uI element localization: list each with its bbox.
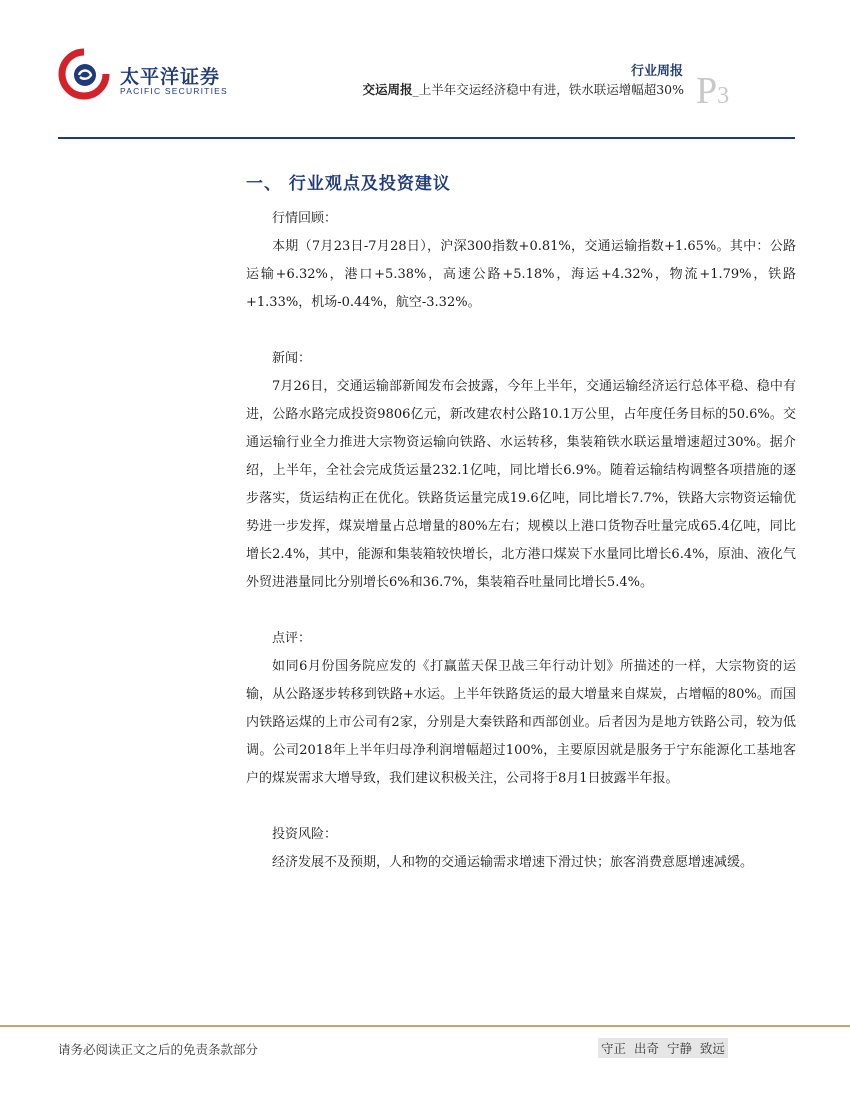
report-title-bold: 交运周报 [362,82,413,97]
spacer [246,597,796,625]
risk-label: 投资风险： [272,827,338,842]
footer-disclaimer: 请务必阅读正文之后的免责条款部分 [58,1042,259,1057]
footer-motto: 守正 出奇 宁静 致远 [598,1038,728,1058]
spacer [246,793,796,821]
logo-emblem-icon [58,48,114,104]
risk-text: 经济发展不及预期，人和物的交通运输需求增速下滑过快；旅客消费意愿增速减缓。 [272,855,754,870]
page-letter: P [696,70,718,112]
market-review-text: 本期（7月23日-7月28日），沪深300指数+0.81%，交通运输指数+1.65%。其中：公路运输+6.32%，港口+5.38%，高速公路+5.18%，海运+4.32%，物流+1.79%，铁路+1.33%，机场-0.44%，航空-3.32%。 [246,239,796,310]
header-divider [58,137,795,139]
company-logo [58,48,258,100]
report-kind: 行业周报 [630,64,683,79]
page-digit: 3 [717,83,730,109]
report-title-rest: _上半年交运经济稳中有进，铁水联运增幅超30% [412,82,684,97]
news-label: 新闻： [272,351,312,366]
report-body [246,205,796,877]
logo-english-name: PACIFIC SECURITIES [120,86,228,96]
news-text: 7月26日，交通运输部新闻发布会披露，今年上半年，交通运输经济运行总体平稳、稳中有进，公路水路完成投资9806亿元，新改建农村公路10.1万公里，占年度任务目标的50.6%。交通运输行业全力推进大宗物资运输向铁路、水运转移，集装箱铁水联运量增速超过30%。据介绍，上半年，全社会完成货运量232.1亿吨，同比增长6.9%。随着运输结构调整各项措施的逐步落实，货运结构正在优化。铁路货运量完成19.6亿吨，同比增长7.7%，铁路大宗物资运输优势进一步发挥，煤炭增量占总增量的80%左右；规模以上港口货物吞吐量完成65.4亿吨，同比增长2.4%，其中，能源和集装箱较快增长，北方港口煤炭下水量同比增长6.4%，原油、液化气外贸进港量同比分别增长6%和36.7%，集装箱吞吐量同比增长5.4%。 [246,379,796,590]
footer-divider [0,1025,850,1027]
logo-chinese-name: 太平洋证券 [120,66,221,88]
comment-text: 如同6月份国务院应发的《打赢蓝天保卫战三年行动计划》所描述的一样，大宗物资的运输，从公路逐步转移到铁路+水运。上半年铁路货运的最大增量来自煤炭，占增幅的80%。而国内铁路运煤的上市公司有2家，分别是大秦铁路和西部创业。后者因为是地方铁路公司，较为低调。公司2018年上半年归母净利润增幅超过100%，主要原因就是服务于宁东能源化工基地客户的煤炭需求大增导致，我们建议积极关注，公司将于8月1日披露半年报。 [246,659,796,786]
report-title [362,80,684,98]
spacer [246,317,796,345]
section-title: 一、 行业观点及投资建议 [246,174,451,194]
page-number [696,72,729,110]
comment-label: 点评： [272,631,312,646]
market-review-label: 行情回顾： [272,211,338,226]
